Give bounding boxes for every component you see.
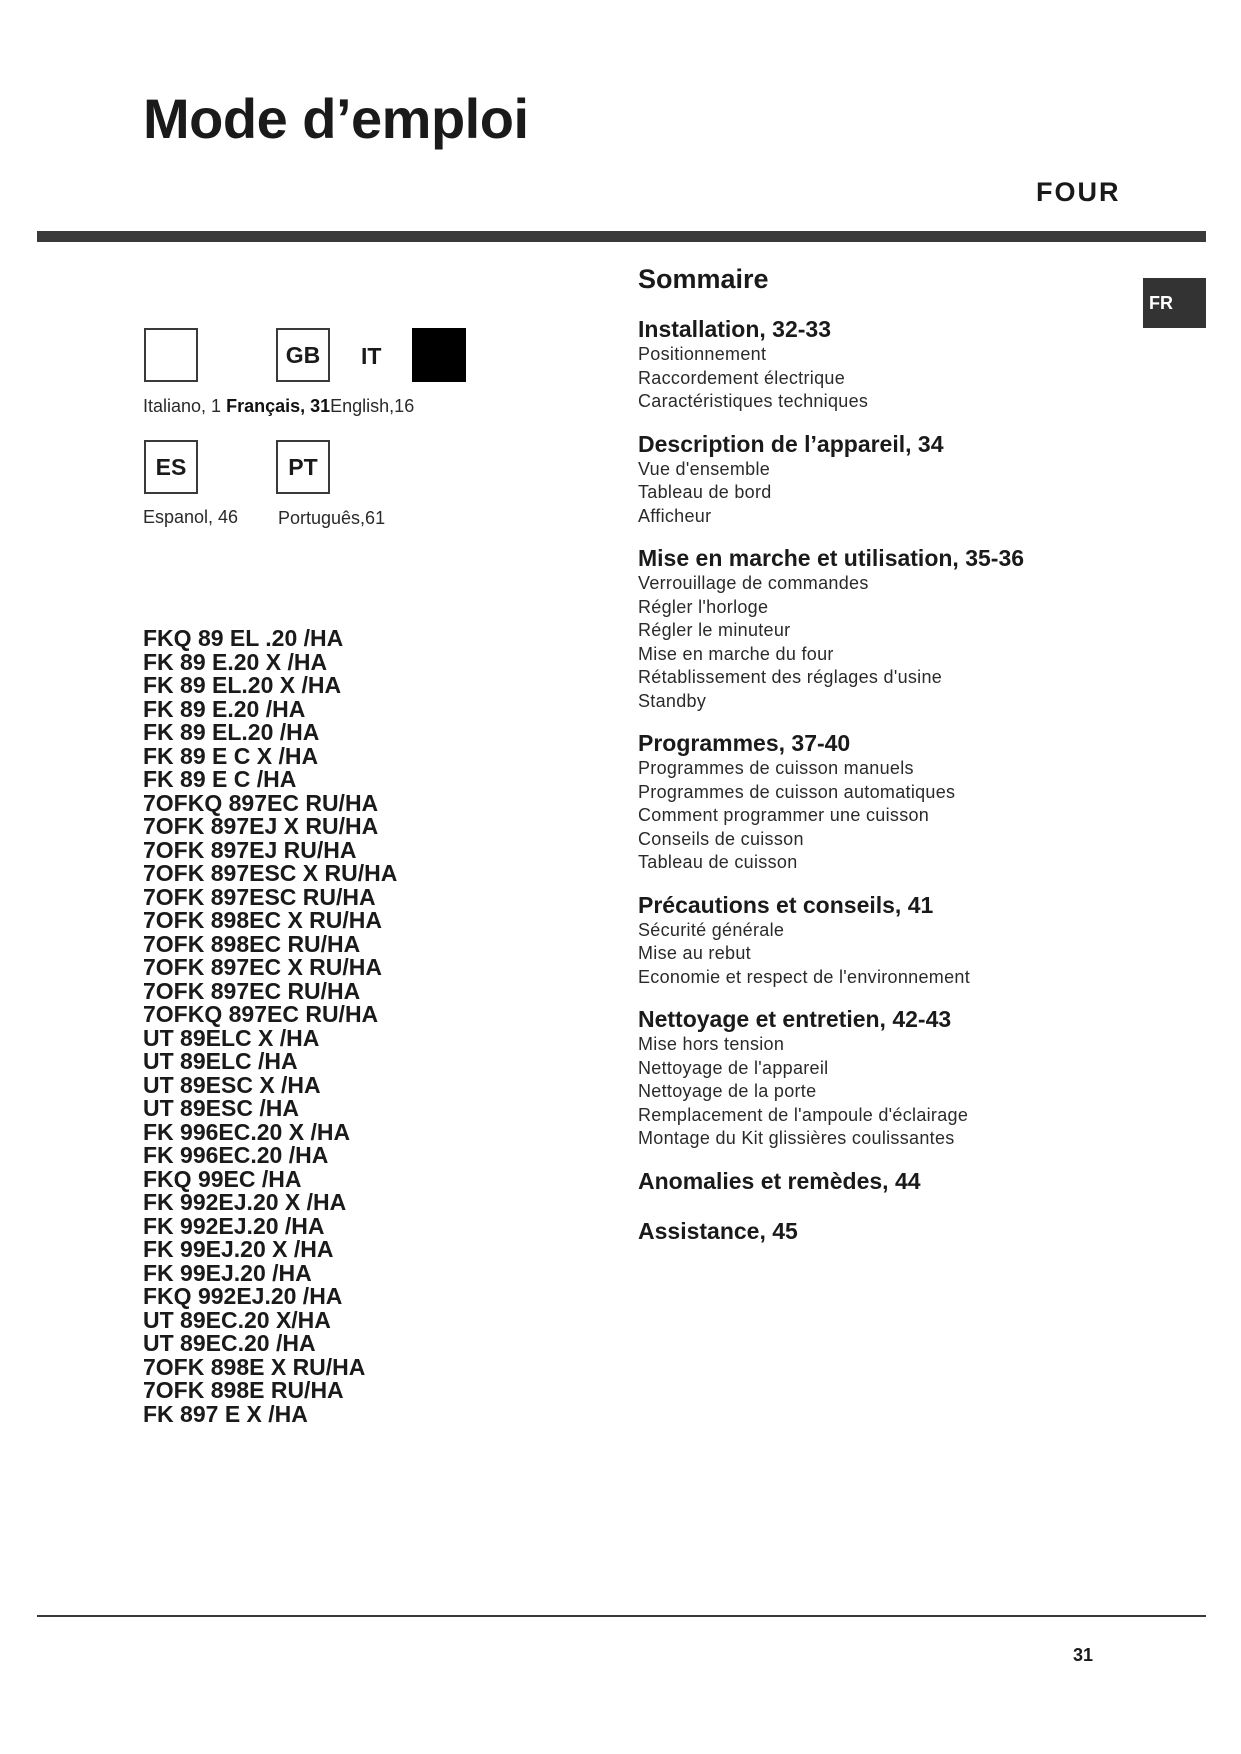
toc-section-title: Description de l’appareil, 34 xyxy=(638,430,944,457)
model-item: FKQ 99EC /HA xyxy=(143,1165,302,1192)
model-item: 7OFK 898E X RU/HA xyxy=(143,1353,366,1380)
toc-section xyxy=(638,1005,1138,1151)
toc-item: Mise hors tension xyxy=(638,1034,785,1054)
language-francais: Français, 31 xyxy=(226,396,331,416)
toc-item: Caractéristiques techniques xyxy=(638,391,869,411)
toc-section-title: Précautions et conseils, 41 xyxy=(638,891,934,918)
toc-section xyxy=(638,729,1138,875)
toc-section-title: Mise en marche et utilisation, 35-36 xyxy=(638,545,1025,571)
product-label: FOUR xyxy=(1036,177,1121,207)
model-item: 7OFK 897EJ X RU/HA xyxy=(143,813,379,839)
model-item: 7OFK 897EC X RU/HA xyxy=(143,954,383,980)
model-item: UT 89ELC /HA xyxy=(143,1048,298,1074)
language-box-selected xyxy=(412,328,466,382)
language-tab-fr: FR xyxy=(1143,278,1206,328)
toc-item: Tableau de bord xyxy=(638,482,772,502)
model-item: 7OFK 897ESC RU/HA xyxy=(143,883,376,910)
toc-item: Comment programmer une cuisson xyxy=(638,805,930,825)
model-item: FK 996EC.20 /HA xyxy=(143,1142,329,1168)
model-item: FK 89 E.20 /HA xyxy=(143,695,306,722)
toc-item: Nettoyage de l'appareil xyxy=(638,1057,829,1078)
model-item: FK 992EJ.20 X /HA xyxy=(143,1189,347,1215)
model-item: FK 992EJ.20 /HA xyxy=(143,1212,325,1239)
toc-item: Verrouillage de commandes xyxy=(638,573,869,593)
model-item: FK 99EJ.20 /HA xyxy=(143,1259,312,1286)
model-item: FK 89 E C /HA xyxy=(143,766,297,792)
model-item: 7OFKQ 897EC RU/HA xyxy=(143,789,379,816)
language-portugues: Português,61 xyxy=(278,508,386,528)
model-item: 7OFK 897EJ RU/HA xyxy=(143,836,357,863)
model-item: 7OFK 897EC RU/HA xyxy=(143,977,361,1004)
model-item: 7OFKQ 897EC RU/HA xyxy=(143,1001,379,1027)
toc-item: Standby xyxy=(638,690,707,711)
model-item: FKQ 992EJ.20 /HA xyxy=(143,1283,343,1309)
toc-section xyxy=(638,315,1138,414)
toc-item: Mise au rebut xyxy=(638,943,751,963)
language-espanol: Espanol, 46 xyxy=(143,507,239,527)
toc-item: Vue d'ensemble xyxy=(638,458,771,479)
page-title: Mode d’emploi xyxy=(143,87,529,150)
model-item: UT 89EC.20 X/HA xyxy=(143,1306,331,1333)
model-item: 7OFK 898EC RU/HA xyxy=(143,930,361,957)
model-item: FK 89 EL.20 X /HA xyxy=(143,672,342,698)
toc-section-title: Anomalies et remèdes, 44 xyxy=(638,1167,921,1194)
toc-section xyxy=(638,430,1138,529)
toc-item: Régler le minuteur xyxy=(638,620,791,640)
toc-section-title: Nettoyage et entretien, 42-43 xyxy=(638,1006,952,1032)
language-box-blank xyxy=(144,328,198,382)
toc-section xyxy=(638,1217,1138,1245)
toc-item: Conseils de cuisson xyxy=(638,828,804,849)
page-number: 31 xyxy=(1073,1645,1094,1665)
toc-item: Remplacement de l'ampoule d'éclairage xyxy=(638,1104,969,1125)
model-item: FKQ 89 EL .20 /HA xyxy=(143,625,344,651)
top-divider xyxy=(37,231,1206,242)
toc-item: Sécurité générale xyxy=(638,919,785,940)
model-item: UT 89ESC X /HA xyxy=(143,1071,321,1098)
language-italiano: Italiano, 1 xyxy=(143,396,222,416)
toc-section xyxy=(638,891,1138,990)
toc-section xyxy=(638,544,1138,713)
model-item: 7OFK 898EC X RU/HA xyxy=(143,907,383,933)
language-box-gb: GB xyxy=(276,328,330,382)
toc-section-title: Installation, 32-33 xyxy=(638,316,832,342)
model-item: FK 99EJ.20 X /HA xyxy=(143,1236,334,1262)
toc-section xyxy=(638,1167,1138,1195)
language-label-it: IT xyxy=(361,343,382,369)
toc-section-title: Programmes, 37-40 xyxy=(638,730,851,756)
toc-item: Programmes de cuisson manuels xyxy=(638,758,914,778)
language-english: English,16 xyxy=(330,396,415,416)
model-item: FK 996EC.20 X /HA xyxy=(143,1118,351,1145)
toc-item: Programmes de cuisson automatiques xyxy=(638,781,956,802)
toc-item: Régler l'horloge xyxy=(638,596,769,617)
toc-item: Afficheur xyxy=(638,505,712,526)
language-pages-row xyxy=(143,396,414,417)
model-item: UT 89EC.20 /HA xyxy=(143,1330,316,1356)
model-item: UT 89ELC X /HA xyxy=(143,1024,320,1051)
toc-item: Nettoyage de la porte xyxy=(638,1081,817,1101)
table-of-contents xyxy=(638,264,1138,1261)
model-item: FK 89 E C X /HA xyxy=(143,742,319,769)
toc-section-title: Assistance, 45 xyxy=(638,1217,798,1244)
model-item: 7OFK 898E RU/HA xyxy=(143,1377,344,1403)
toc-item: Raccordement électrique xyxy=(638,367,846,388)
toc-item: Positionnement xyxy=(638,344,767,364)
toc-sections xyxy=(638,315,1138,1245)
toc-item: Mise en marche du four xyxy=(638,643,834,664)
toc-item: Tableau de cuisson xyxy=(638,852,798,872)
toc-item: Economie et respect de l'environnement xyxy=(638,966,971,987)
toc-item: Montage du Kit glissières coulissantes xyxy=(638,1128,955,1148)
model-list xyxy=(143,627,397,1426)
language-box-es: ES xyxy=(144,440,198,494)
language-box-pt: PT xyxy=(276,440,330,494)
model-item: 7OFK 897ESC X RU/HA xyxy=(143,860,398,886)
toc-item: Rétablissement des réglages d'usine xyxy=(638,667,943,687)
model-item: FK 89 EL.20 /HA xyxy=(143,719,320,745)
toc-title: Sommaire xyxy=(638,264,769,294)
model-item: UT 89ESC /HA xyxy=(143,1095,299,1121)
model-item: FK 897 E X /HA xyxy=(143,1400,308,1427)
model-item: FK 89 E.20 X /HA xyxy=(143,648,328,675)
bottom-divider xyxy=(37,1615,1206,1617)
